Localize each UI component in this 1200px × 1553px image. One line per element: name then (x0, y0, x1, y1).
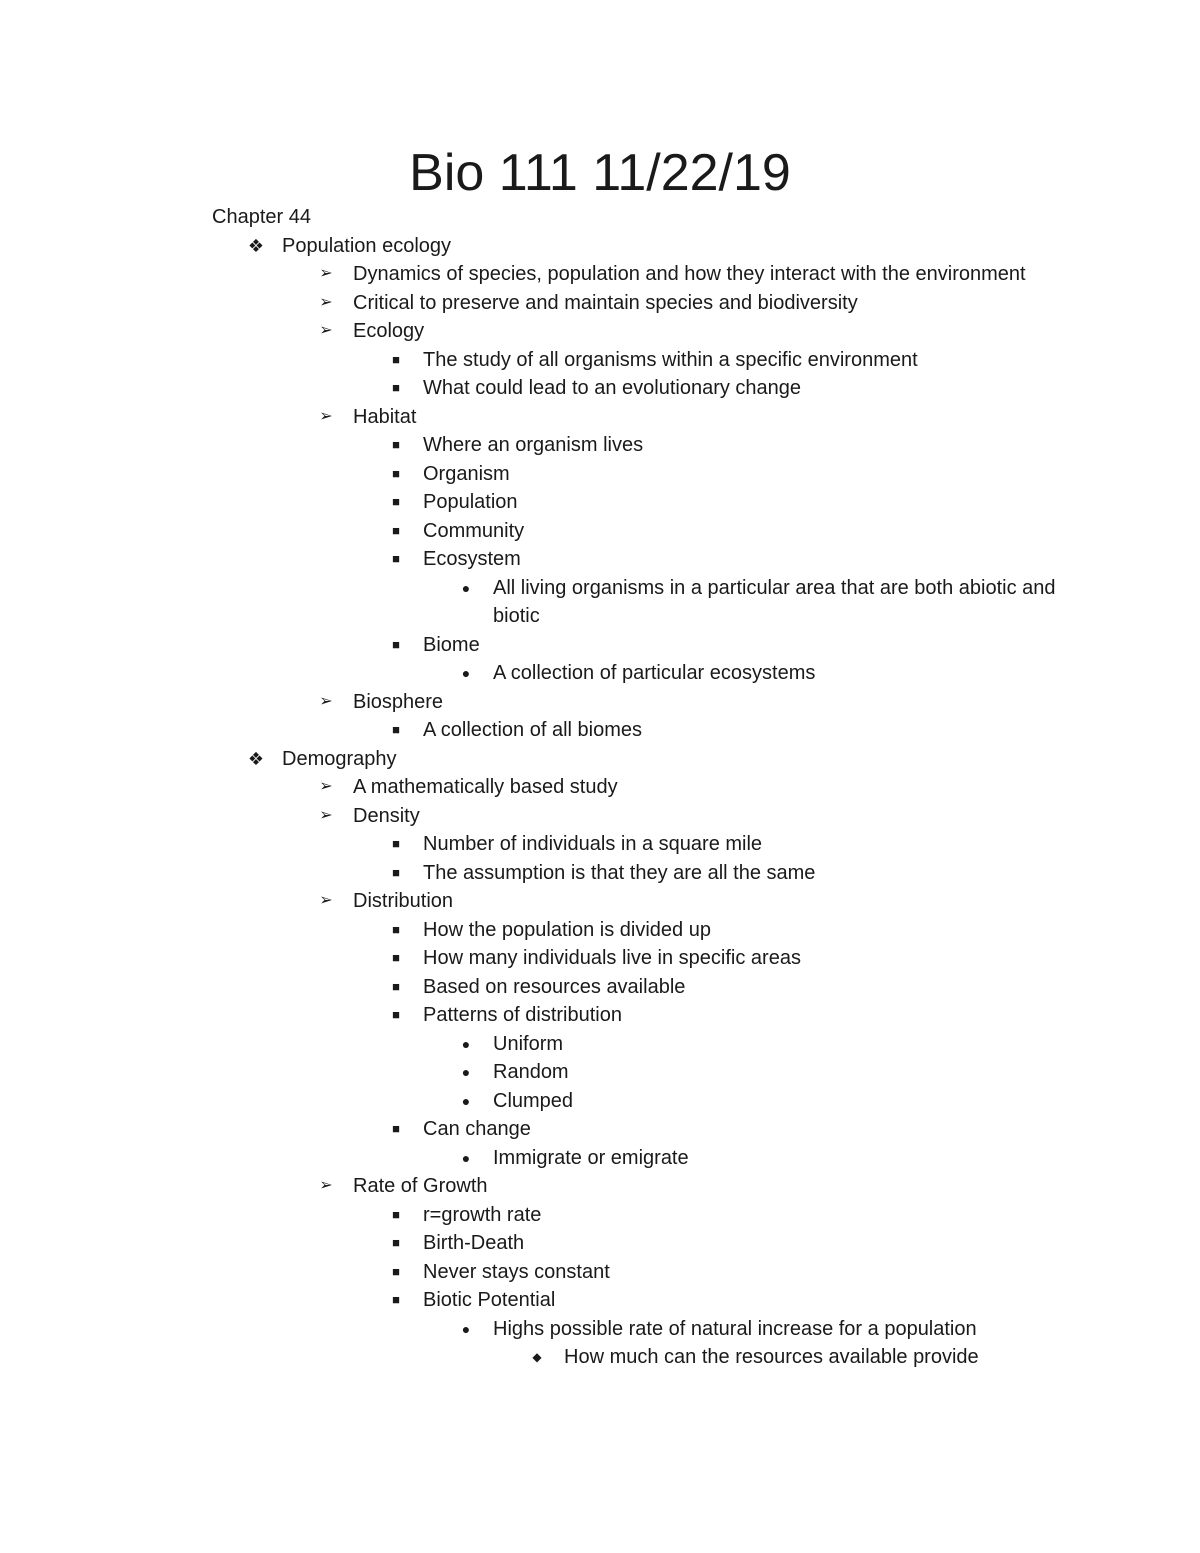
outline-item-text: Clumped (493, 1089, 574, 1112)
outline-item-level-4 (212, 1144, 1092, 1173)
outline-item-level-3 (212, 859, 1092, 888)
outline-item-level-2 (212, 773, 1092, 802)
outline-item-level-3 (212, 1115, 1092, 1144)
outline-item-text: r=growth rate (423, 1203, 542, 1226)
outline-item-text: Dynamics of species, population and how they interact with the environment (353, 263, 1026, 285)
dot-bullet-icon: ● (461, 1064, 471, 1080)
outline-item-text: Immigrate or emigrate (493, 1146, 689, 1169)
square-bullet-icon: ■ (392, 551, 400, 566)
outline-item-level-2 (212, 1172, 1092, 1201)
square-bullet-icon: ■ (392, 978, 400, 994)
outline-item-text: Habitat (353, 405, 417, 428)
outline-item-text: Biome (423, 633, 480, 656)
arrow-bullet-icon: ➢ (319, 322, 333, 339)
outline-item-text: Can change (423, 1118, 531, 1140)
square-bullet-icon: ■ (392, 1206, 400, 1222)
outline-item-text: Demography (282, 747, 397, 770)
outline-item-text: Patterns of distribution (423, 1004, 622, 1026)
outline-item-text: A collection of particular ecosystems (493, 662, 816, 684)
outline-item-text: Population (423, 491, 518, 513)
square-bullet-icon: ■ (392, 1121, 400, 1136)
outline-item-level-4 (212, 1315, 1092, 1344)
outline-item-level-3 (212, 916, 1092, 945)
outline-item-level-3 (212, 830, 1092, 859)
dot-bullet-icon: ● (461, 579, 471, 596)
outline-item-text: Density (353, 804, 420, 827)
outline-item-text: All living organisms in a particular area that are both abiotic and biotic (493, 576, 1056, 627)
arrow-bullet-icon: ➢ (319, 407, 333, 425)
square-bullet-icon: ■ (392, 950, 400, 965)
diamond-bullet-icon: ❖ (247, 235, 265, 256)
outline-item-text: Biotic Potential (423, 1289, 556, 1311)
outline-item-text: Ecosystem (423, 548, 521, 570)
outline-item-level-4 (212, 1030, 1092, 1059)
outline-item-text: Community (423, 519, 525, 542)
outline-item-text: Critical to preserve and maintain species and biodiversity (353, 291, 858, 314)
outline-item-level-3 (212, 631, 1092, 660)
outline-item-text: Distribution (353, 890, 454, 912)
square-bullet-icon: ■ (392, 1235, 400, 1250)
square-bullet-icon: ■ (392, 722, 400, 737)
outline-item-level-3 (212, 374, 1092, 403)
outline-item-text: Based on resources available (423, 975, 686, 998)
square-bullet-icon: ■ (392, 864, 400, 880)
outline-item-level-3 (212, 1201, 1092, 1230)
arrow-bullet-icon: ➢ (319, 692, 333, 710)
outline-list (212, 232, 1092, 1372)
outline-item-text: Organism (423, 462, 510, 485)
square-bullet-icon: ■ (392, 836, 400, 851)
square-bullet-icon: ■ (392, 522, 400, 538)
outline-item-text: A mathematically based study (353, 776, 618, 798)
square-bullet-icon: ■ (392, 380, 400, 395)
outline-item-level-3 (212, 545, 1092, 574)
square-bullet-icon: ■ (392, 494, 400, 509)
square-bullet-icon: ■ (392, 465, 400, 481)
outline-item-text: How much can the resources available provide (564, 1346, 979, 1368)
outline-item-level-4 (212, 659, 1092, 688)
outline-item-text: How many individuals live in specific areas (423, 947, 801, 969)
outline-item-level-4 (212, 1087, 1092, 1116)
arrow-bullet-icon: ➢ (319, 892, 333, 909)
outline-item-level-3 (212, 1001, 1092, 1030)
arrow-bullet-icon: ➢ (319, 265, 333, 282)
outline-item-level-3 (212, 1229, 1092, 1258)
dot-bullet-icon: ● (461, 1320, 471, 1337)
outline-item-level-3 (212, 1258, 1092, 1287)
outline-item-text: The study of all organisms within a specific environment (423, 348, 918, 371)
dot-bullet-icon: ● (461, 1035, 471, 1052)
outline-item-level-2 (212, 403, 1092, 432)
outline-item-level-3 (212, 460, 1092, 489)
outline-item-level-5 (212, 1343, 1092, 1372)
outline-item-text: Birth-Death (423, 1232, 525, 1254)
diamond-bullet-icon: ❖ (247, 748, 265, 769)
dot-bullet-icon: ● (461, 665, 471, 681)
outline-item-text: Population ecology (282, 234, 452, 257)
outline-item-text: Rate of Growth (353, 1175, 488, 1197)
outline-item-text: Number of individuals in a square mile (423, 833, 763, 855)
square-bullet-icon: ■ (392, 636, 400, 652)
square-bullet-icon: ■ (392, 437, 400, 452)
outline-item-text: Where an organism lives (423, 434, 644, 456)
outline-item-text: Ecology (353, 320, 425, 342)
outline-item-level-3 (212, 517, 1092, 546)
outline-item-level-4 (212, 1058, 1092, 1087)
outline-item-text: What could lead to an evolutionary change (423, 377, 802, 399)
dot-bullet-icon: ● (461, 1092, 471, 1109)
outline-item-level-3 (212, 431, 1092, 460)
outline-item-text: The assumption is that they are all the same (423, 861, 816, 884)
outline-item-level-2 (212, 289, 1092, 318)
dot-bullet-icon: ● (461, 1149, 471, 1166)
notes-body (212, 203, 1092, 1372)
square-bullet-icon: ■ (392, 1007, 400, 1022)
chapter-heading: Chapter 44 (212, 206, 311, 228)
outline-item-text: Highs possible rate of natural increase for a population (493, 1317, 977, 1340)
square-bullet-icon: ■ (392, 1263, 400, 1279)
document-title: Bio 111 11/22/19 (409, 144, 791, 202)
arrow-bullet-icon: ➢ (319, 293, 333, 311)
outline-item-level-3 (212, 488, 1092, 517)
outline-item-level-2 (212, 688, 1092, 717)
outline-item-text: Biosphere (353, 690, 444, 713)
outline-item-level-3 (212, 973, 1092, 1002)
arrow-bullet-icon: ➢ (319, 1177, 333, 1194)
outline-item-level-1 (212, 745, 1092, 774)
square-bullet-icon: ■ (392, 921, 400, 937)
outline-item-level-3 (212, 944, 1092, 973)
outline-item-level-1 (212, 232, 1092, 261)
outline-item-text: How the population is divided up (423, 918, 711, 941)
outline-item-level-2 (212, 260, 1092, 289)
small-diamond-bullet-icon: ◆ (532, 1350, 542, 1364)
square-bullet-icon: ■ (392, 1292, 400, 1307)
outline-item-text: Random (493, 1061, 569, 1083)
outline-item-level-2 (212, 317, 1092, 346)
outline-item-text: A collection of all biomes (423, 719, 643, 741)
arrow-bullet-icon: ➢ (319, 778, 333, 795)
outline-item-level-3 (212, 716, 1092, 745)
outline-item-level-2 (212, 887, 1092, 916)
outline-item-level-2 (212, 802, 1092, 831)
square-bullet-icon: ■ (392, 351, 400, 367)
outline-item-text: Never stays constant (423, 1260, 610, 1283)
outline-item-text: Uniform (493, 1032, 564, 1055)
outline-item-level-3 (212, 346, 1092, 375)
outline-item-level-4 (212, 574, 1092, 631)
outline-item-level-3 (212, 1286, 1092, 1315)
arrow-bullet-icon: ➢ (319, 806, 333, 824)
